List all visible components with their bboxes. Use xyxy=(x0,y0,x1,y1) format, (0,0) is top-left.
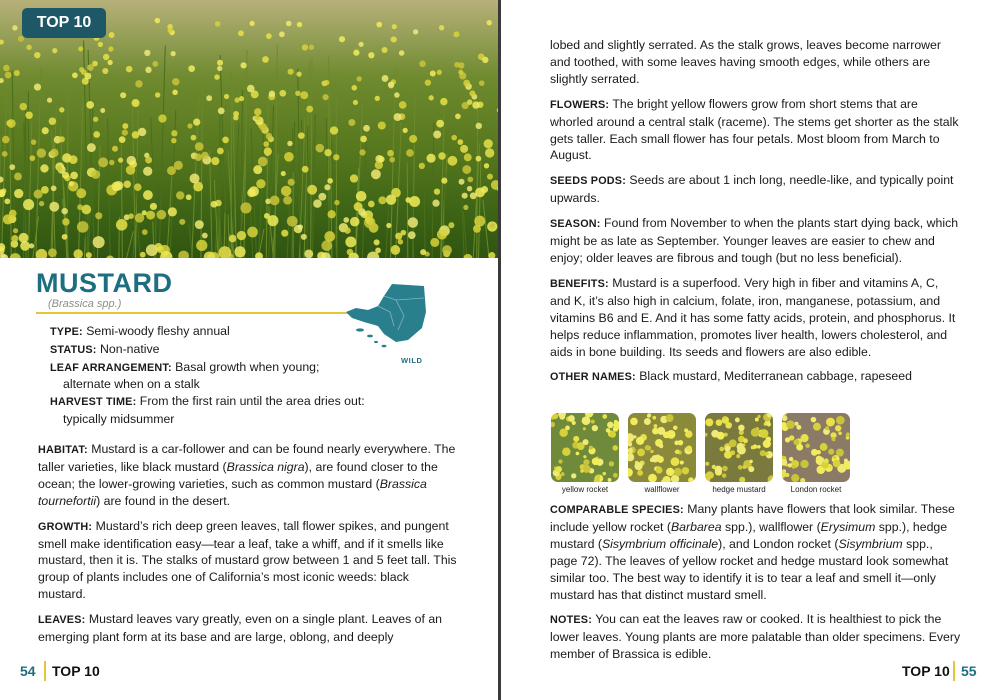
footer-divider-right xyxy=(953,661,955,681)
species-caption: wallflower xyxy=(644,485,680,494)
footer-label-right: TOP 10 xyxy=(902,663,950,679)
species-card xyxy=(627,413,697,494)
book-spine xyxy=(498,0,501,700)
footer-label-left: TOP 10 xyxy=(52,663,100,679)
season-section: SEASON: Found from November to when the plants start dying back, which might be as late as September. Younger leaves are easier to chew and enjoy; older leaves are fibrous and tough (but no less beneficial). xyxy=(550,216,959,265)
page-number-left: 54 xyxy=(20,663,36,679)
growth-section: GROWTH: Mustard’s rich deep green leaves, tall flower spikes, and pungent smell make identification easy—tear a leaf, take a whiff, and if it smells like mustard, then it is. The stalks of mustard grow between 1 and 5 feet tall. This group of plants includes one of California’s most iconic weeds: black mustard. xyxy=(38,518,457,602)
fact-harvest-time: HARVEST TIME: From the first rain until the area dries out: typically midsummer xyxy=(50,394,365,426)
flowers-section: FLOWERS: The bright yellow flowers grow from short stems that are whorled around a central stalk (raceme). The stems get shorter as the stalk gets taller. Each small flower has four petals. Most bloom from March to August. xyxy=(550,96,959,163)
hedge-mustard-photo xyxy=(705,413,773,482)
other-names-section: OTHER NAMES: Black mustard, Mediterranean cabbage, rapeseed xyxy=(550,369,912,384)
plant-facts xyxy=(50,323,380,428)
benefits-section: BENEFITS: Mustard is a superfood. Very high in fiber and vitamins A, C, and K, it’s also high in calcium, folate, iron, manganese, potassium, and vitamins B6 and E. And it has some fatty acids, protein, and phosphorus. It helps reduce inflammation, promotes liver health, lowers cholesterol, and aids in bone building. Its seeds and flowers are also edible. xyxy=(550,275,956,359)
left-body-text xyxy=(38,441,458,654)
title-rule xyxy=(36,312,381,314)
seeds-section: SEEDS PODS: Seeds are about 1 inch long, needle-like, and typically point upwards. xyxy=(550,173,954,206)
mustard-field-photo xyxy=(0,0,500,258)
fact-status: STATUS: Non-native xyxy=(50,341,160,356)
comparable-species-gallery xyxy=(550,413,851,494)
notes-section: NOTES: You can eat the leaves raw or cooked. It is healthiest to pick the lower leaves. Young plants are more palatable than older specimens. Every member of Brassica is edible. xyxy=(550,612,961,662)
comparable-species-section: COMPARABLE SPECIES: Many plants have flowers that look similar. These include yellow rocket (Barbarea spp.), wallflower (Erysimum spp.), hedge mustard (Sisymbrium officinale), and London rocket (Sisymbrium spp., page 72). The leaves of yellow rocket and hedge mustard look somewhat similar too. The best way to identify it is to tear a leaf and smell it—only mustard has that distinct mustard smell. xyxy=(550,502,955,602)
species-card xyxy=(704,413,774,494)
habitat-section: HABITAT: Mustard is a car-follower and can be found nearly everywhere. The taller varieties, like black mustard (Brassica nigra), are found closer to the ocean; the lower-growing varieties, such as common mustard (Brassica tournefortii) are found in the desert. xyxy=(38,442,456,508)
fact-type: TYPE: Semi-woody fleshy annual xyxy=(50,324,230,338)
leaves-section: LEAVES: Mustard leaves vary greatly, even on a single plant. Leaves of an emerging plant form at its base and are large, oblong, and deeply xyxy=(38,612,442,645)
flower-field-graphic xyxy=(0,0,500,258)
species-card xyxy=(781,413,851,494)
yellow-rocket-photo xyxy=(551,413,619,482)
species-caption: London rocket xyxy=(790,485,842,494)
london-rocket-photo xyxy=(782,413,850,482)
map-label: WILD xyxy=(401,356,423,365)
page-number-right: 55 xyxy=(961,663,977,679)
right-body-text xyxy=(550,37,962,394)
leaves-continued: lobed and slightly serrated. As the stalk grows, leaves become narrower and toothed, with some leaves having smooth edges, while others are slightly serrated. xyxy=(550,38,941,86)
species-caption: hedge mustard xyxy=(712,485,766,494)
species-card xyxy=(550,413,620,494)
top10-badge: TOP 10 xyxy=(22,8,106,38)
fact-leaf-arrangement: LEAF ARRANGEMENT: Basal growth when young; alternate when on a stalk xyxy=(50,359,320,392)
scientific-name: (Brassica spp.) xyxy=(48,298,122,310)
plant-title: MUSTARD xyxy=(36,268,173,298)
wallflower-photo xyxy=(628,413,696,482)
right-body-text-lower xyxy=(550,501,962,671)
species-caption: yellow rocket xyxy=(561,485,609,494)
footer-divider-left xyxy=(44,661,46,681)
